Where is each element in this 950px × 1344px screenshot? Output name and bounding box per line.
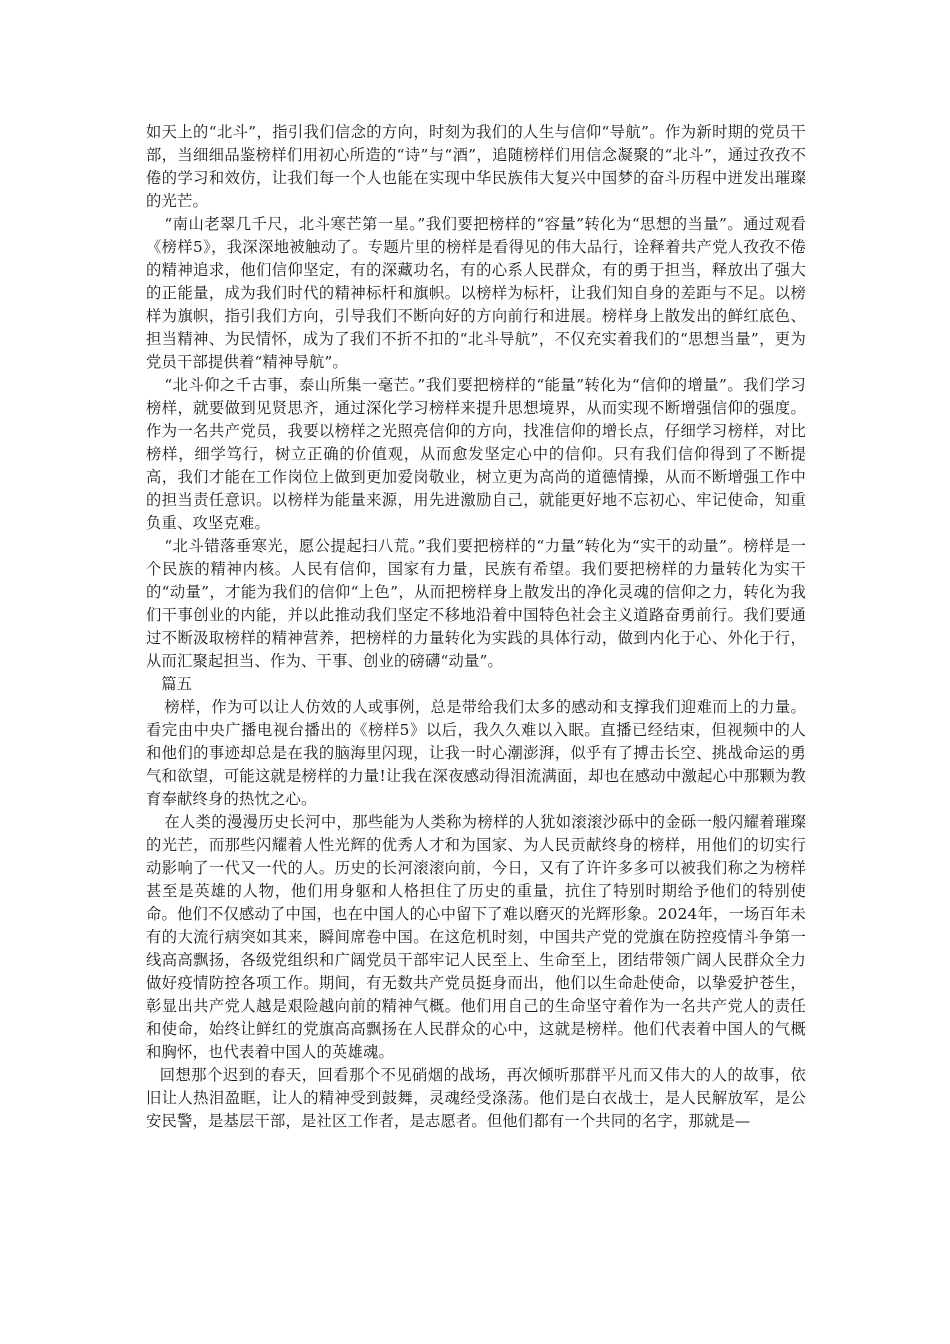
- paragraph-1: 如天上的“北斗”，指引我们信念的方向，时刻为我们的人生与信仰“导航”。作为新时期的党员干部，当细细品鉴榜样们用初心所造的“诗”与“酒”，追随榜样们用信念凝聚的“北斗”，通过孜孜不倦的学习和效仿，让我们每一个人也能在实现中华民族伟大复兴中国梦的奋斗历程中迸发出璀璨的光芒。: [146, 123, 806, 210]
- paragraph-3: “北斗仰之千古事，泰山所集一毫芒。”我们要把榜样的“能量”转化为“信仰的增量”。我们学习榜样，就要做到见贤思齐，通过深化学习榜样来提升思想境界，从而实现不断增强信仰的强度。作为一名共产党员，我要以榜样之光照亮信仰的方向，找准信仰的增长点，仔细学习榜样，对比榜样，细学笃行，树立正确的价值观，从而愈发坚定心中的信仰。只有我们信仰得到了不断提高，我们才能在工作岗位上做到更加爱岗敬业，树立更为高尚的道德情操，从而不断增强工作中的担当责任意识。以榜样为能量来源，用先进激励自己，就能更好地不忘初心、牢记使命，知重负重、攻坚克难。: [146, 376, 806, 532]
- section-heading: 篇五: [161, 675, 193, 693]
- paragraph-7: 回想那个迟到的春天，回看那个不见硝烟的战场，再次倾听那群平凡而又伟大的人的故事，依旧让人热泪盈眶，让人的精神受到鼓舞，灵魂经受涤荡。他们是白衣战士，是人民解放军，是公安民警，是基层干部，是社区工作者，是志愿者。但他们都有一个共同的名字，那就是—: [146, 1066, 806, 1130]
- paragraph-6: 在人类的漫漫历史长河中，那些能为人类称为榜样的人犹如滚滚沙砾中的金砾一般闪耀着璀璨的光芒，而那些闪耀着人性光辉的优秀人才和为国家、为人民贡献终身的榜样，用他们的切实行动影响了一代又一代的人。历史的长河滚滚向前，今日，又有了许许多多可以被我们称之为榜样甚至是英雄的人物，他们用身躯和人格担住了历史的重量，抗住了特别时期给予他们的特别使命。他们不仅感动了中国，也在中国人的心中留下了难以磨灭的光辉形象。2024年，一场百年未有的大流行病突如其来，瞬间席卷中国。在这危机时刻，中国共产党的党旗在防控疫情斗争第一线高高飘扬，各级党组织和广阔党员干部牢记人民至上、生命至上，团结带领广阔人民群众全力做好疫情防控各项工作。期间，有无数共产党员挺身而出，他们以生命赴使命，以挚爱护苍生，彰显出共产党人越是艰险越向前的精神气概。他们用自己的生命坚守着作为一名共产党人的责任和使命，始终让鲜红的党旗高高飘扬在人民群众的心中，这就是榜样。他们代表着中国人的气概和胸怀，也代表着中国人的英雄魂。: [146, 813, 806, 1061]
- paragraph-5: 榜样，作为可以让人仿效的人或事例，总是带给我们太多的感动和支撑我们迎难而上的力量。看完由中央广播电视台播出的《榜样5》以后，我久久难以入眠。直播已经结束，但视频中的人和他们的事迹却总是在我的脑海里闪现，让我一时心潮澎湃，似乎有了搏击长空、挑战命运的勇气和欲望，可能这就是榜样的力量!让我在深夜感动得泪流满面，却也在感动中激起心中那颗为教育奉献终身的热忱之心。: [146, 698, 806, 808]
- paragraph-2: “南山老翠几千尺，北斗寒芒第一星。”我们要把榜样的“容量”转化为“思想的当量”。通过观看《榜样5》，我深深地被触动了。专题片里的榜样是看得见的伟大品行，诠释着共产党人孜孜不倦的精神追求，他们信仰坚定，有的深藏功名，有的心系人民群众，有的勇于担当，释放出了强大的正能量，成为我们时代的精神标杆和旗帜。以榜样为标杆，让我们知自身的差距与不足。以榜样为旗帜，指引我们方向，引导我们不断向好的方向前行和进展。榜样身上散发出的鲜红底色、担当精神、为民情怀，成为了我们不折不扣的“北斗导航”，不仅充实着我们的“思想当量”，更为党员干部提供着“精神导航”。: [146, 215, 806, 371]
- document-page: [146, 121, 806, 1133]
- paragraph-4: “北斗错落垂寒光，愿公提起扫八荒。”我们要把榜样的“力量”转化为“实干的动量”。榜样是一个民族的精神内核。人民有信仰，国家有力量，民族有希望。我们要把榜样的力量转化为实干的“动量”，才能为我们的信仰“上色”，从而把榜样身上散发出的净化灵魂的信仰之力，转化为我们干事创业的内能，并以此推动我们坚定不移地沿着中国特色社会主义道路奋勇前行。我们要通过不断汲取榜样的精神营养，把榜样的力量转化为实践的具体行动，做到内化于心、外化于行，从而汇聚起担当、作为、干事、创业的磅礴“动量”。: [146, 537, 806, 670]
